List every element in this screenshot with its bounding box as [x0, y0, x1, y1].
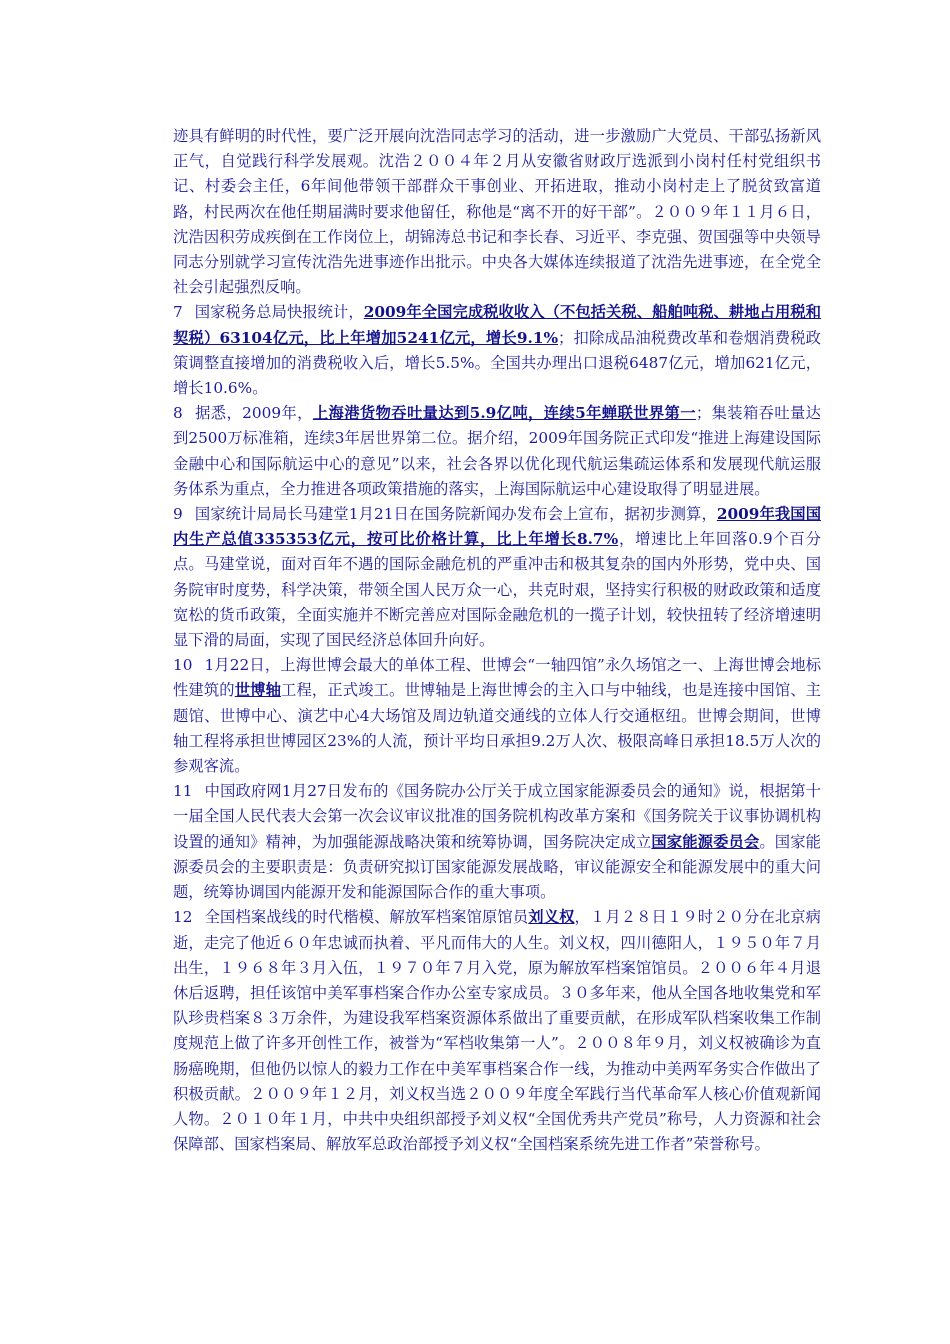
paragraph-text: 迹具有鲜明的时代性，要广泛开展向沈浩同志学习的活动，进一步激励广大党员、干部弘扬新风正气，自觉践行科学发展观。沈浩２００４年２月从安徽省财政厅选派到小岗村任村党组织书记、村委会主任，6年间他带领干部群众干事创业、开拓进取，推动小岗村走上了脱贫致富道路，村民两次在他任期届满时要求他留任，称他是“离不开的好干部”。２００９年１１月６日，沈浩因积劳成疾倒在工作岗位上，胡锦涛总书记和李长春、习近平、李克强、贺国强等中央领导同志分别就学习宣传沈浩先进事迹作出批示。中央各大媒体连续报道了沈浩先进事迹，在全党全社会引起强烈反响。	[173, 127, 821, 297]
item-text-before: 1月22日，上海世博会最大的单体工程、世博会“一轴四馆”永久场馆之一、上海世博会地标性建筑的	[173, 656, 821, 700]
item-number: 12	[173, 908, 193, 927]
item-number: 10	[173, 656, 193, 675]
item-number: 9	[173, 505, 183, 524]
document-page	[173, 124, 821, 1157]
item-text-after: 。国家能源委员会的主要职责是：负责研究拟订国家能源发展战略，审议能源安全和能源发展中的重大问题，统筹协调国内能源开发和能源国际合作的重大事项。	[173, 832, 821, 902]
item-number: 7	[173, 303, 183, 322]
highlight-link[interactable]: 上海港货物吞吐量达到5.9亿吨，连续5年蝉联世界第一	[312, 404, 696, 423]
news-item-8	[173, 401, 821, 502]
highlight-link[interactable]: 世博轴	[234, 681, 282, 700]
highlight-link[interactable]: 2009年我国国内生产总值335353亿元，按可比价格计算，比上年增长8.7%	[173, 505, 821, 549]
news-item-9	[173, 502, 821, 653]
item-text-after: ，增速比上年回落0.9个百分点。马建堂说，面对百年不遇的国际金融危机的严重冲击和极其复杂的国内外形势，党中央、国务院审时度势，科学决策，带领全国人民万众一心，共克时艰，坚持实行积极的财政政策和适度宽松的货币政策，全面实施并不断完善应对国际金融危机的一揽子计划，较快扭转了经济增速明显下滑的局面，实现了国民经济总体回升向好。	[173, 530, 822, 650]
highlight-link[interactable]: 国家能源委员会	[651, 832, 760, 851]
item-text-after: ；集装箱吞吐量达到2500万标准箱，连续3年居世界第二位。据介绍，2009年国务院正式印发“推进上海建设国际金融中心和国际航运中心的意见”以来，社会各界以优化现代航运集疏运体系和发展现代航运服务体系为重点，全力推进各项政策措施的落实，上海国际航运中心建设取得了明显进展。	[173, 404, 821, 498]
news-item-12	[173, 905, 821, 1157]
item-text-after: ，１月２８日１９时２０分在北京病逝，走完了他近６０年忠诚而执着、平凡而伟大的人生。刘义权，四川德阳人，１９５０年７月出生，１９６８年３月入伍，１９７０年７月入党，原为解放军档案馆馆员。２００６年４月退休后返聘，担任该馆中美军事档案合作办公室专家成员。３０多年来，他从全国各地收集党和军队珍贵档案８３万余件，为建设我军档案资源体系做出了重要贡献，在形成军队档案收集工作制度规范上做了许多开创性工作，被誉为“军档收集第一人”。２００８年９月，刘义权被确诊为直肠癌晚期，但他仍以惊人的毅力工作在中美军事档案合作一线，为推动中美两军务实合作做出了积极贡献。２００９年１２月，刘义权当选２００９年度全军践行当代革命军人核心价值观新闻人物。２０１０年１月，中共中央组织部授予刘义权“全国优秀共产党员”称号，人力资源和社会保障部、国家档案局、解放军总政治部授予刘义权“全国档案系统先进工作者”荣誉称号。	[173, 908, 821, 1154]
item-text-before: 中国政府网1月27日发布的《国务院办公厅关于成立国家能源委员会的通知》说，根据第十一届全国人民代表大会第一次会议审议批准的国务院机构改革方案和《国务院关于议事协调机构设置的通知》精神，为加强能源战略决策和统筹协调，国务院决定成立	[173, 782, 821, 851]
news-item-7	[173, 300, 821, 401]
news-item-10	[173, 653, 821, 779]
item-text-after: ；扣除成品油税费改革和卷烟消费税政策调整直接增加的消费税收入后，增长5.5%。全国共办理出口退税6487亿元，增加621亿元，增长10.6%。	[173, 328, 821, 398]
item-number: 11	[173, 782, 193, 801]
item-text-before: 国家税务总局快报统计，	[194, 303, 364, 322]
item-text-after: 工程，正式竣工。世博轴是上海世博会的主入口与中轴线，也是连接中国馆、主题馆、世博中心、演艺中心4大场馆及周边轨道交通线的立体人行交通枢纽。世博会期间，世博轴工程将承担世博园区23%的人流，预计平均日承担9.2万人次、极限高峰日承担18.5万人次的参观客流。	[173, 681, 821, 776]
highlight-link[interactable]: 刘义权	[528, 908, 575, 927]
item-text-before: 据悉，2009年，	[194, 404, 313, 423]
item-text-before: 国家统计局局长马建堂1月21日在国务院新闻办发布会上宣布，据初步测算，	[194, 505, 717, 524]
highlight-link[interactable]: 2009年全国完成税收收入（不包括关税、船舶吨税、耕地占用税和契税）63104亿元，比上年增加5241亿元，增长9.1%	[173, 303, 821, 347]
item-text-before: 全国档案战线的时代楷模、解放军档案馆原馆员	[204, 908, 529, 927]
item-number: 8	[173, 404, 183, 423]
paragraph-continued	[173, 124, 821, 300]
news-item-11	[173, 779, 821, 905]
